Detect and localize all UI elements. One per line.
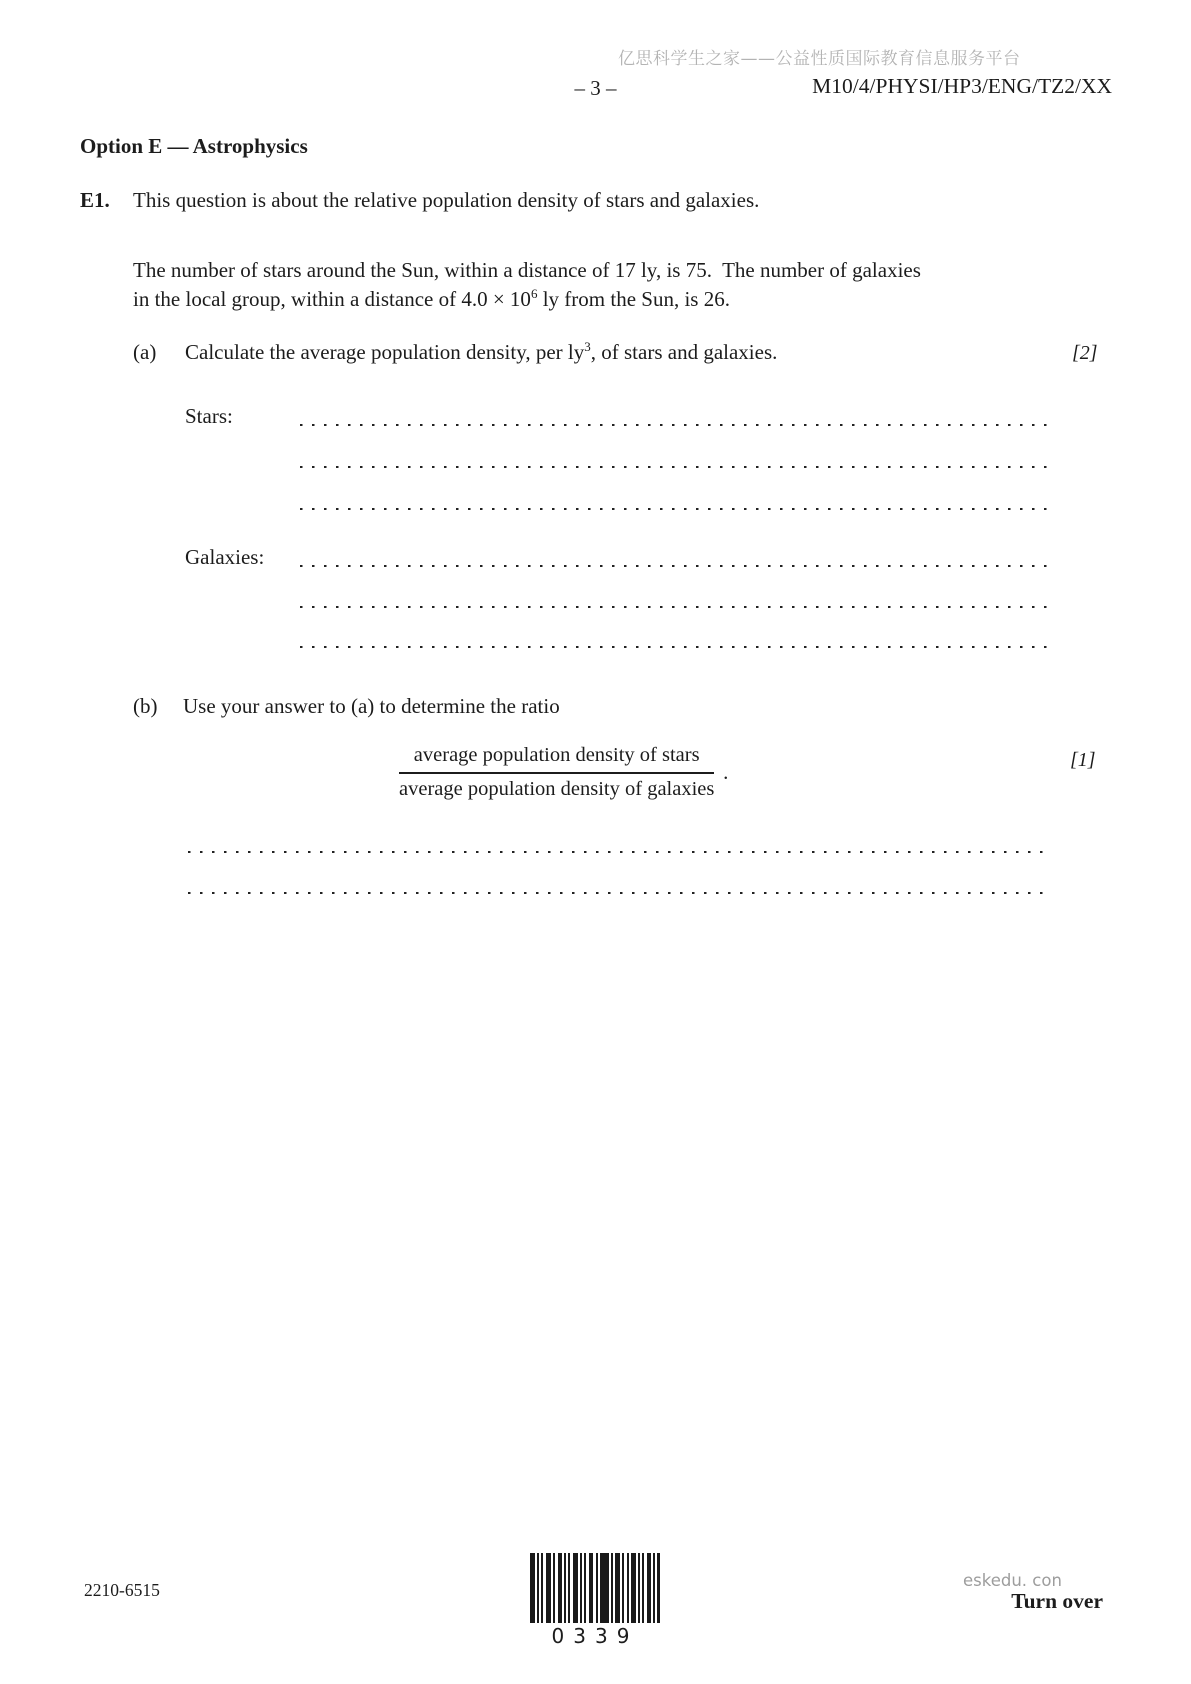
question-stem <box>133 256 1003 313</box>
page-number: – 3 – <box>574 76 617 100</box>
footer-watermark-text: eskedu. con <box>963 1571 1062 1590</box>
barcode-bars <box>530 1553 660 1623</box>
part-a-label: (a) <box>133 340 157 364</box>
part-b-label: (b) <box>133 694 158 718</box>
fraction-denominator: average population density of galaxies <box>399 778 715 800</box>
answer-line <box>300 508 1048 510</box>
fraction-numerator: average population density of stars <box>399 744 714 774</box>
barcode <box>530 1553 660 1623</box>
galaxies-answer-label: Galaxies: <box>185 545 265 569</box>
stem-exponent: 6 <box>530 285 538 301</box>
stem-line2-pre: in the local group, within a distance of 4.0 × 10 <box>133 286 531 311</box>
stars-answer-label: Stars: <box>185 404 233 428</box>
barcode-digits: 0339 <box>551 1624 639 1648</box>
answer-line <box>300 466 1048 468</box>
exam-code: M10/4/PHYSI/HP3/ENG/TZ2/XX <box>812 74 1112 98</box>
answer-line <box>188 851 1048 853</box>
ratio-fraction <box>399 744 729 801</box>
answer-line <box>300 565 1048 567</box>
fraction-period: . <box>723 760 729 784</box>
fraction <box>399 744 714 801</box>
stem-line1: The number of stars around the Sun, within a distance of 17 ly, is 75. The number of galaxies <box>133 258 921 282</box>
part-b-text: Use your answer to (a) to determine the ratio <box>183 694 560 718</box>
question-number: E1. <box>80 188 110 212</box>
answer-line <box>188 892 1048 894</box>
stem-line2-post: ly from the Sun, is 26. <box>537 286 730 311</box>
part-a-exponent: 3 <box>584 339 591 354</box>
part-a-text-post: , of stars and galaxies. <box>590 340 778 364</box>
part-a-text <box>185 340 777 365</box>
answer-line <box>300 424 1048 426</box>
question-intro: This question is about the relative population density of stars and galaxies. <box>133 188 760 212</box>
document-code: 2210-6515 <box>84 1580 160 1600</box>
turn-over-label: Turn over <box>1011 1589 1103 1613</box>
answer-line <box>300 646 1048 648</box>
part-b-marks: [1] <box>1070 749 1096 771</box>
part-a-text-pre: Calculate the average population density, per ly <box>185 340 585 364</box>
section-title: Option E — Astrophysics <box>80 134 308 158</box>
part-a-marks: [2] <box>1072 342 1098 364</box>
answer-line <box>300 606 1048 608</box>
header-watermark-text: 亿思科学生之家——公益性质国际教育信息服务平台 <box>618 49 1021 69</box>
